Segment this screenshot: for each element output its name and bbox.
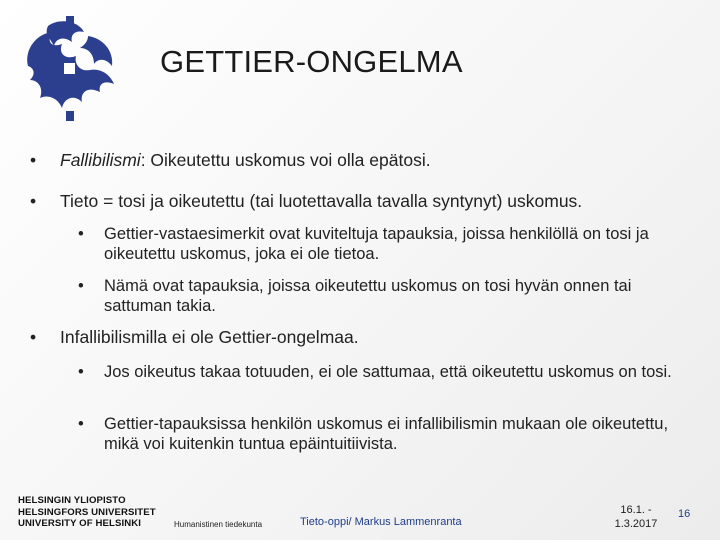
bullet-item xyxy=(30,327,359,348)
date-line-2: 1.3.2017 xyxy=(614,518,658,530)
bullet-marker: • xyxy=(30,191,37,211)
page-number: 16 xyxy=(678,508,691,520)
bullet-text: Jos oikeutus takaa totuuden, ei ole sattumaa, että oikeutettu uskomus on tosi. xyxy=(104,363,672,381)
bullet-item xyxy=(30,150,431,171)
bullet-marker: • xyxy=(78,277,84,295)
sub-bullet-item xyxy=(30,414,700,454)
date-line-1: 16.1. - xyxy=(620,504,652,516)
bullet-item xyxy=(30,191,582,212)
bullet-marker: • xyxy=(78,363,84,381)
bullet-text: Gettier-tapauksissa henkilön uskomus ei infallibilismin mukaan ole oikeutettu, mikä voi kuitenkin tuntua epäintuitiivista. xyxy=(104,415,669,453)
university-name-sv: HELSINGFORS UNIVERSITET xyxy=(18,506,156,518)
sub-bullet-item xyxy=(30,276,700,316)
bullet-marker: • xyxy=(78,415,84,433)
faculty-label: Humanistinen tiedekunta xyxy=(174,520,263,529)
bullet-emphasis: Fallibilismi xyxy=(60,150,141,170)
bullet-text: : Oikeutettu uskomus voi olla epätosi. xyxy=(140,150,431,170)
sub-bullet-item xyxy=(30,224,700,264)
sub-bullet-item xyxy=(30,362,672,382)
bullet-text: Infallibilismilla ei ole Gettier-ongelmaa. xyxy=(60,327,359,347)
bullet-text: Tieto = tosi ja oikeutettu (tai luotettavalla tavalla syntynyt) uskomus. xyxy=(60,191,583,211)
bullet-marker: • xyxy=(30,150,37,170)
bullet-marker: • xyxy=(78,225,84,243)
bullet-text: Nämä ovat tapauksia, joissa oikeutettu uskomus on tosi hyvän onnen tai sattuman takia. xyxy=(104,277,632,315)
author-label: Tieto-oppi/ Markus Lammenranta xyxy=(300,516,462,528)
university-name xyxy=(18,495,156,530)
slide-title: GETTIER-ONGELMA xyxy=(160,44,463,79)
bullet-text: Gettier-vastaesimerkit ovat kuviteltuja tapauksia, joissa henkilöllä on tosi ja oikeutettu uskomus, joka ei ole tietoa. xyxy=(104,225,649,263)
university-name-en: UNIVERSITY OF HELSINKI xyxy=(18,518,142,529)
date-label xyxy=(606,503,666,531)
university-name-fi: HELSINGIN YLIOPISTO xyxy=(18,495,126,506)
bullet-marker: • xyxy=(30,327,37,347)
university-logo-icon xyxy=(18,14,128,126)
